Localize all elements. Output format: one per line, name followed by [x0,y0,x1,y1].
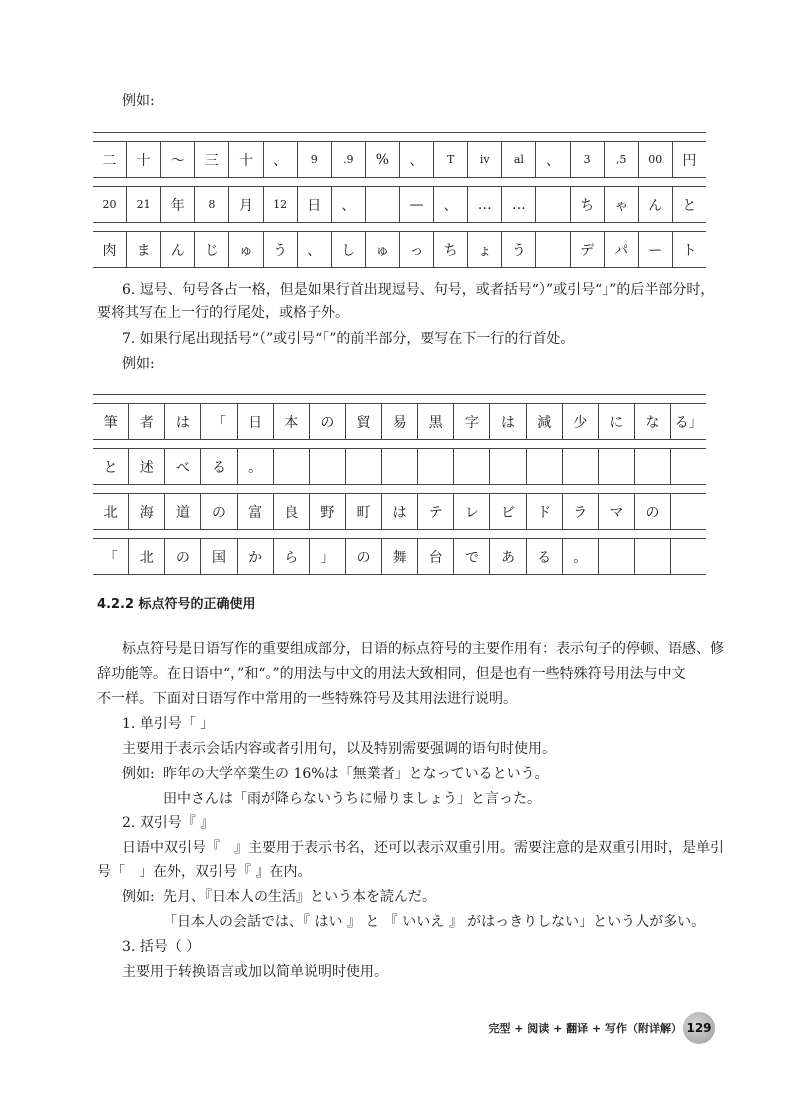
intro-line-1: 标点符号是日语写作的重要组成部分，日语的标点符号的主要作用有：表示句子的停顿、语感、修 [122,641,724,657]
grid-row [93,494,706,530]
grid-cell: ラ [562,494,598,529]
grid-cell: ～ [160,142,194,177]
grid-cell: … [501,187,535,222]
rule-6-line-2: 要将其写在上一行的行尾处，或格子外。 [97,305,349,321]
grid-cell [598,539,634,574]
grid-cell: な [634,404,670,439]
grid-cell: ー [638,232,672,267]
grid-cell: の [164,539,200,574]
grid-cell: 筆 [103,414,118,431]
grid-cell [381,449,417,484]
grid-cell: に [598,404,634,439]
grid-cell: 12 [263,187,297,222]
grid-cell: 十 [126,142,160,177]
grid-cell: は [489,404,525,439]
grid-cell: ド [526,494,562,529]
grid-cell: る [526,539,562,574]
grid-row [93,539,706,574]
item-2-title: 2. 双引号『 』 [122,815,215,831]
grid-cell: 富 [237,494,273,529]
grid-cell: と [672,187,706,222]
grid-cell: ゃ [604,187,638,222]
grid-cell: 貿 [345,404,381,439]
grid-cell: — [399,187,433,222]
item-3-title: 3. 括号（ ） [122,939,201,955]
grid-cell [670,539,706,574]
grid-cell: 8 [194,187,228,222]
grid-cell: … [467,187,501,222]
grid-cell: る」 [670,404,706,439]
grid-cell: マ [598,494,634,529]
grid-cell [670,449,706,484]
grid-cell: っ [399,232,433,267]
grid-cell: う [501,232,535,267]
grid-cell: 3 [570,142,604,177]
grid-cell [273,449,309,484]
grid-cell: 本 [273,404,309,439]
grid-cell: 、 [331,187,365,222]
grid-cell: 「 [103,549,118,566]
grid-cell: あ [489,539,525,574]
footer-book-title: 完型 + 阅读 + 翻译 + 写作（附详解） [488,1022,682,1035]
grid-cell: う [263,232,297,267]
grid-cell [598,449,634,484]
grid-cell: ビ [489,494,525,529]
grid-cell: .9 [331,142,365,177]
grid-cell: 字 [453,404,489,439]
grid-cell: 二 [102,152,117,169]
grid-cell: 。 [237,449,273,484]
grid-row [93,232,706,267]
grid-cell: ま [126,232,160,267]
grid-cell [562,449,598,484]
grid-cell: 、 [399,142,433,177]
grid-cell: べ [164,449,200,484]
grid-cell: テ [417,494,453,529]
grid-cell: 町 [345,494,381,529]
grid-cell: ゅ [228,232,262,267]
grid-cell [535,232,569,267]
grid-cell: の [634,494,670,529]
grid-cell: 年 [160,187,194,222]
grid-cell: 「 [200,404,236,439]
grid-cell: ち [433,232,467,267]
page-number: 129 [686,1021,712,1035]
grid-cell: じ [194,232,228,267]
grid-cell: 、 [297,232,331,267]
grid-cell: で [453,539,489,574]
section-heading: 4.2.2 标点符号的正确使用 [97,597,256,612]
grid-cell: % [365,142,399,177]
grid-cell: 、 [433,187,467,222]
grid-cell: 円 [672,142,706,177]
grid-cell: と [103,459,118,476]
item-2-example-label: 例如: [122,889,155,905]
grid-cell: は [381,494,417,529]
grid-cell: 海 [128,494,164,529]
grid-cell: 9 [297,142,331,177]
grid-cell: の [200,494,236,529]
grid-cell [489,449,525,484]
grid-cell: 。 [562,539,598,574]
intro-line-3: 不一样。下面对日语写作中常用的一些特殊符号及其用法进行说明。 [97,691,517,707]
grid-cell: 野 [309,494,345,529]
grid-cell: T [433,142,467,177]
item-3-desc: 主要用于转换语言或加以简单说明时使用。 [122,964,388,980]
grid-cell: 良 [273,494,309,529]
grid-cell: 月 [228,187,262,222]
rule-7: 7. 如果行尾出现括号“（”或引号“「”的前半部分，要写在下一行的行首处。 [122,331,575,347]
grid-cell: 減 [526,404,562,439]
grid-cell: か [237,539,273,574]
grid-row [93,404,706,440]
grid-cell: ,5 [604,142,638,177]
grid-cell [634,449,670,484]
grid-cell: レ [453,494,489,529]
grid-cell: 国 [200,539,236,574]
grid-cell: 少 [562,404,598,439]
grid-row [93,449,706,485]
item-2-desc-line-2: 号「 」在外，双引号『 』在内。 [97,864,312,880]
grid-cell: 道 [164,494,200,529]
grid-cell [670,494,706,529]
grid-cell: の [309,404,345,439]
grid-cell: 、 [535,142,569,177]
grid-cell: 」 [309,539,345,574]
grid-cell: 21 [126,187,160,222]
item-1-example-2: 田中さんは「雨が降らないうちに帰りましょう」と言った。 [163,791,541,807]
page-number-badge [683,1012,715,1044]
item-1-example-label: 例如: [122,766,155,782]
grid-cell: 十 [228,142,262,177]
grid-cell: 肉 [102,242,117,259]
grid-cell: デ [570,232,604,267]
manuscript-grid-2 [93,394,706,575]
grid-cell [309,449,345,484]
grid-cell: 黒 [417,404,453,439]
grid-cell: パ [604,232,638,267]
item-2-example-1: 先月、『日本人の生活』という本を読んだ。 [163,889,436,905]
grid-cell: 台 [417,539,453,574]
grid-cell: 述 [128,449,164,484]
grid-cell [365,187,399,222]
item-2-example-2: 「日本人の会話では、『 はい 』 と 『 いいえ 』 がはっきりしない」という人が多い。 [163,914,706,930]
intro-line-2: 辞功能等。在日语中“，”和“。”的用法与中文的用法大致相同，但是也有一些特殊符号用法与中文 [97,666,686,682]
grid-cell [526,449,562,484]
grid-cell: al [501,142,535,177]
grid-cell: 舞 [381,539,417,574]
manuscript-grid-1 [93,132,706,268]
grid-cell: 北 [103,504,118,521]
grid-cell [345,449,381,484]
example-label: 例如: [122,93,155,109]
grid-cell: ら [273,539,309,574]
grid-cell: 三 [194,142,228,177]
grid-cell: iv [467,142,501,177]
grid-cell: る [200,449,236,484]
item-1-title: 1. 单引号「 」 [122,716,215,732]
grid-cell [634,539,670,574]
grid-cell: 者 [128,404,164,439]
grid-cell [417,449,453,484]
item-1-example-1: 昨年の大学卒業生の 16%は「無業者」となっているという。 [163,766,549,782]
grid-cell: の [345,539,381,574]
grid-cell: ょ [467,232,501,267]
grid-cell: ん [160,232,194,267]
grid-cell [535,187,569,222]
grid-cell: ト [672,232,706,267]
grid-cell: ん [638,187,672,222]
grid-cell: ち [570,187,604,222]
example-label: 例如: [122,356,155,372]
grid-cell: ゅ [365,232,399,267]
rule-6-line-1: 6. 逗号、句号各占一格，但是如果行首出现逗号、句号，或者括号“）”或引号“」”的后半部分时， [122,282,715,298]
grid-cell: 易 [381,404,417,439]
grid-cell [453,449,489,484]
grid-cell: 、 [263,142,297,177]
grid-cell: 日 [297,187,331,222]
grid-cell: 日 [237,404,273,439]
item-1-desc: 主要用于表示会话内容或者引用句，以及特别需要强调的语句时使用。 [122,741,556,757]
grid-row [93,187,706,223]
grid-row [93,142,706,178]
grid-cell: 20 [102,198,117,211]
grid-cell: は [164,404,200,439]
grid-cell: 00 [638,142,672,177]
grid-cell: し [331,232,365,267]
grid-cell: 北 [128,539,164,574]
item-2-desc-line-1: 日语中双引号『 』主要用于表示书名，还可以表示双重引用。需要注意的是双重引用时，是单引 [122,840,724,856]
